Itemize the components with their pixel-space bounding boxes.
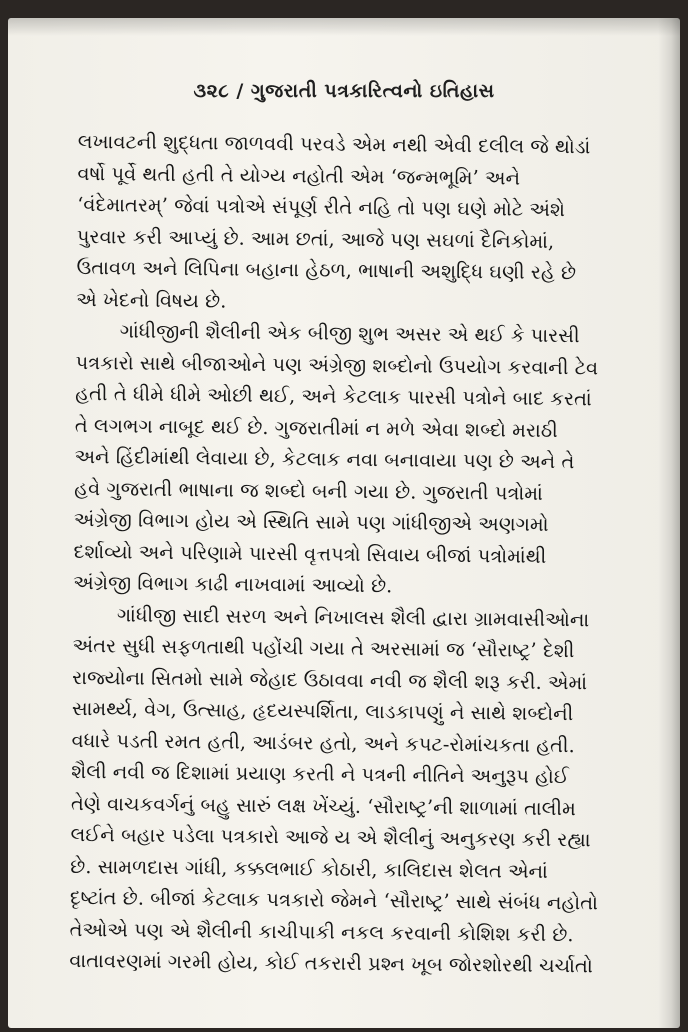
text-line: પત્રકારો સાથે બીજાઓને પણ અંગ્રેજી શબ્દોનો ઉપયોગ કરવાની ટેવ bbox=[75, 350, 599, 379]
paragraph-2 bbox=[73, 315, 654, 605]
text-line: હતી તે ધીમે ધીમે ઓછી થઈ, અને કેટલાક પારસી પત્રોને બાદ કરતાં bbox=[75, 381, 592, 411]
text-line: વાતાવરણમાં ગરમી હોય, કોઈ તકરારી પ્રશ્ન ખૂબ જોરશોરથી ચર્ચાતો bbox=[69, 948, 593, 978]
text-line: છે. સામળદાસ ગાંધી, કક્કલભાઈ કોઠારી, કાલિદાસ શેલત એનાં bbox=[70, 854, 549, 883]
text-line: વર્ષો પૂર્વે થતી હતી તે યોગ્ય નહોતી એમ ‘જન્મભૂમિ’ અને bbox=[77, 161, 521, 190]
text-line: સામર્થ્ય, વેગ, ઉત્સાહ, હૃદયસ્પર્શિતા, લાડકાપણું ને સાથે શબ્દોની bbox=[71, 696, 574, 726]
text-line: તે લગભગ નાબૂદ થઈ છે. ગુજરાતીમાં ન મળે એવા શબ્દો મરાઠી bbox=[74, 413, 558, 442]
text-line: હવે ગુજરાતી ભાષાના જ શબ્દો બની ગયા છે. ગુજરાતી પત્રોમાં bbox=[74, 476, 543, 505]
page-spine-shadow bbox=[658, 18, 680, 1028]
paragraph-1 bbox=[76, 126, 656, 321]
text-line: તેઓએ પણ એ શૈલીની કાચીપાકી નકલ કરવાની કોશિશ કરી છે. bbox=[69, 917, 574, 946]
text-line: દૃષ્ટાંત છે. બીજાં કેટલાક પત્રકારો જેમને ‘સૌરાષ્ટ્ર’ સાથે સંબંધ નહોતો bbox=[69, 885, 599, 915]
text-line: પુરવાર કરી આપ્યું છે. આમ છતાં, આજે પણ સઘળાં દૈનિકોમાં, bbox=[76, 224, 555, 253]
paragraph-3 bbox=[69, 598, 651, 982]
text-line: તેણે વાચકવર્ગનું બહુ સારું લક્ષ ખેંચ્યું. ‘સૌરાષ્ટ્ર’ની શાળામાં તાલીમ bbox=[70, 791, 576, 820]
text-line: અંગ્રેજી વિભાગ કાઢી નાખવામાં આવ્યો છે. bbox=[73, 570, 393, 598]
text-line: અને હિંદીમાંથી લેવાયા છે, કેટલાક નવા બનાવાયા પણ છે અને તે bbox=[74, 444, 575, 474]
page-edge-shadow bbox=[8, 18, 680, 36]
text-line: વધારે પડતી રમત હતી, આડંબર હતો, અને કપટ-રોમાંચકતા હતી. bbox=[71, 728, 575, 757]
text-line: ‘વંદેમાતરમ્’ જેવાં પત્રોએ સંપૂર્ણ રીતે નહિ તો પણ ઘણે મોટે અંશે bbox=[77, 192, 566, 222]
text-line: શૈલી નવી જ દિશામાં પ્રયાણ કરતી ને પત્રની નીતિને અનુરૂપ હોઈ bbox=[71, 759, 569, 789]
text-line: રાજ્યોના સિતમો સામે જેહાદ ઉઠાવવા નવી જ શૈલી શરૂ કરી. એમાં bbox=[72, 665, 588, 694]
body-text bbox=[69, 126, 656, 983]
book-page bbox=[8, 18, 680, 1028]
text-line: લઈને બહાર પડેલા પત્રકારો આજે ય એ શૈલીનું અનુકરણ કરી રહ્યા bbox=[70, 822, 591, 852]
text-line: દર્શાવ્યો અને પરિણામે પારસી વૃત્તપત્રો સિવાય બીજાં પત્રોમાંથી bbox=[73, 539, 547, 568]
text-line: અંતર સુધી સફળતાથી પહોંચી ગયા તે અરસામાં જ ‘સૌરાષ્ટ્ર’ દેશી bbox=[72, 633, 575, 663]
text-line: એ ખેદનો વિષય છે. bbox=[76, 287, 227, 313]
text-line: ગાંધીજી સાદી સરળ અને નિખાલસ શૈલી દ્વારા ગ્રામવાસીઓના bbox=[116, 602, 590, 631]
text-line: ઉતાવળ અને લિપિના બહાના હેઠળ, ભાષાની અશુદ્ધિ ઘણી રહે છે bbox=[76, 255, 577, 285]
text-line: અંગ્રેજી વિભાગ હોય એ સ્થિતિ સામે પણ ગાંધીજીએ અણગમો bbox=[73, 507, 549, 536]
running-head: ૩૨૮ / ગુજરાતી પત્રકારિત્વનો ઇતિહાસ bbox=[193, 80, 495, 102]
text-line: લખાવટની શુદ્ધતા જાળવવી પરવડે એમ નથી એવી દલીલ જે થોડાં bbox=[77, 129, 591, 159]
text-line: ગાંધીજીની શૈલીની એક બીજી શુભ અસર એ થઈ કે પારસી bbox=[119, 319, 580, 348]
